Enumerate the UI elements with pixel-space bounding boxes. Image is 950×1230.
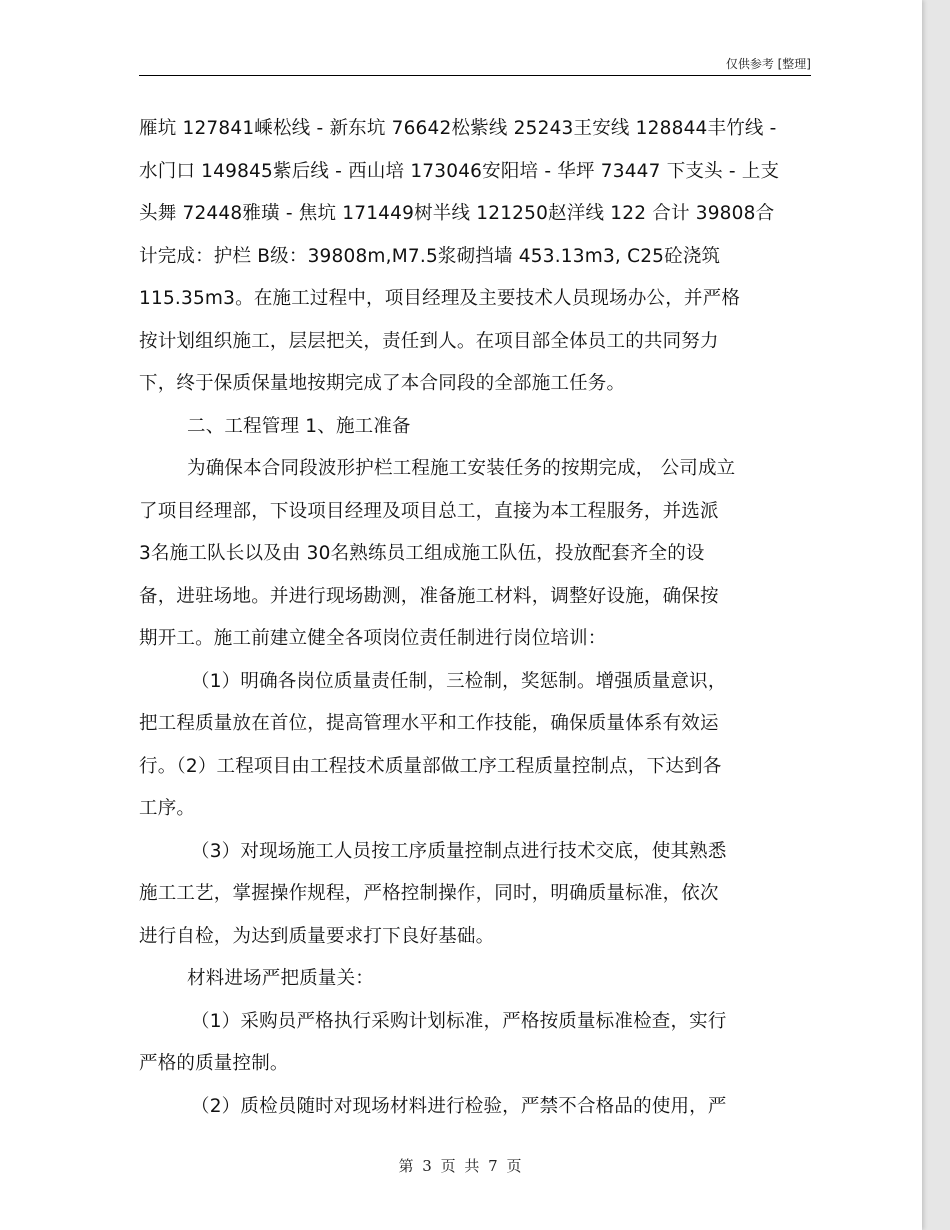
text-line: （2）质检员随时对现场材料进行检验，严禁不合格品的使用，严: [191, 1095, 727, 1117]
text-line: 3名施工队长以及由 30名熟练员工组成施工队伍，投放配套齐全的设: [139, 543, 705, 564]
text-line: 115.35m3。在施工过程中，项目经理及主要技术人员现场办公，并严格: [139, 288, 741, 309]
text-line: 水门口 149845紫后线 - 西山培 173046安阳培 - 华坪 73447 下支头 - 上支: [139, 160, 780, 182]
text-line: 按计划组织施工，层层把关，责任到人。在项目部全体员工的共同努力: [139, 330, 719, 352]
document-body: [139, 110, 811, 1130]
text-line: 了项目经理部，下设项目经理及项目总工，直接为本工程服务，并选派: [139, 500, 719, 522]
page-footer: [0, 1155, 922, 1176]
text-line: （3）对现场施工人员按工序质量控制点进行技术交底，使其熟悉: [191, 840, 727, 862]
text-line: 雁坑 127841嵊松线 - 新东坑 76642松紫线 25243王安线 128844丰竹线 -: [139, 118, 777, 139]
text-line: 期开工。施工前建立健全各项岗位责任制进行岗位培训：: [139, 628, 607, 649]
text-line: 材料进场严把质量关：: [187, 968, 375, 989]
text-line: 为确保本合同段波形护栏工程施工安装任务的按期完成， 公司成立: [187, 458, 736, 479]
text-line: 备，进驻场地。并进行现场勘测，准备施工材料，调整好设施，确保按: [139, 585, 719, 607]
section-heading: 二、工程管理 1、施工准备: [187, 415, 411, 437]
text-line: 头舞 72448雅璜 - 焦坑 171449树半线 121250赵洋线 122 合计 39808合: [139, 203, 775, 224]
text-line: 施工工艺，掌握操作规程，严格控制操作，同时，明确质量标准，依次: [139, 883, 719, 904]
text-line: 行。（2）工程项目由工程技术质量部做工序工程质量控制点，下达到各: [139, 755, 722, 777]
page-number-label: 第 3 页 共 7 页: [398, 1157, 524, 1175]
text-line: 进行自检，为达到质量要求打下良好基础。: [139, 925, 495, 947]
text-line: 工序。: [139, 798, 196, 819]
text-line: 把工程质量放在首位，提高管理水平和工作技能，确保质量体系有效运: [139, 713, 719, 734]
header-note: 仅供参考 [整理]: [725, 57, 811, 71]
text-line: 下，终于保质保量地按期完成了本合同段的全部施工任务。: [139, 373, 626, 394]
text-line: （1）明确各岗位质量责任制，三检制，奖惩制。增强质量意识，: [191, 670, 727, 692]
page-header: [139, 55, 811, 76]
text-line: 计完成：护栏 B级：39808m,M7.5浆砌挡墙 453.13m3, C25砼浇筑: [139, 245, 721, 267]
text-line: （1）采购员严格执行采购计划标准，严格按质量标准检查，实行: [191, 1010, 727, 1032]
text-line: 严格的质量控制。: [139, 1053, 289, 1074]
